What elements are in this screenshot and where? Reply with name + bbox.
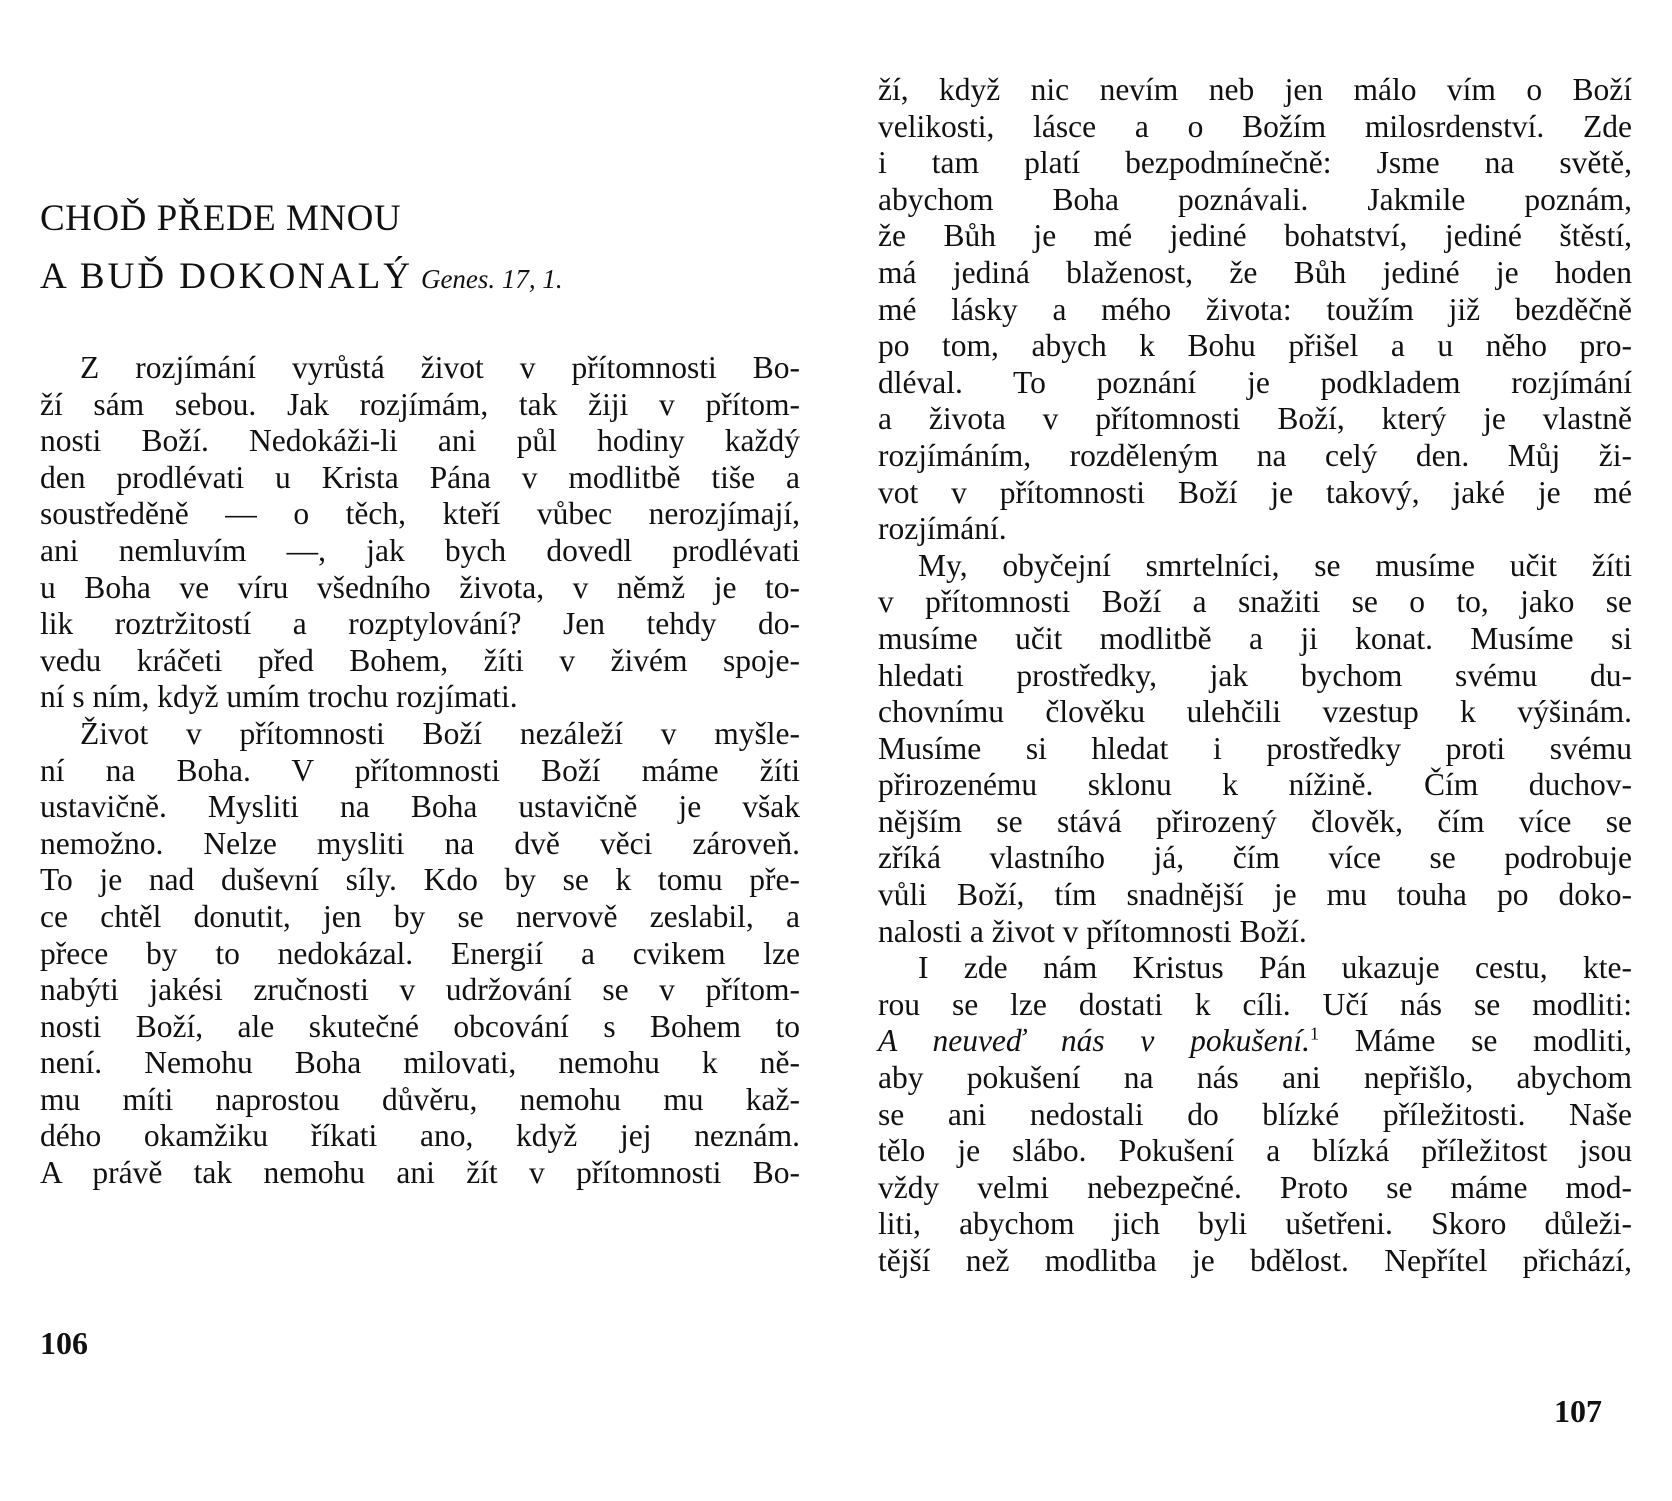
text-line: liti, abychom jich byli ušetřeni. Skoro důleži- bbox=[878, 1206, 1632, 1242]
left-body-text bbox=[40, 350, 800, 1192]
text-line: Z rozjímání vyrůstá život v přítomnosti Bo- bbox=[80, 350, 800, 385]
chapter-title-line-1: CHOĎ PŘEDE MNOU bbox=[40, 198, 402, 239]
text-line: přece by to nedokázal. Energií a cvikem lze bbox=[40, 935, 800, 971]
text-line: rozjímání. bbox=[878, 511, 1007, 547]
text-line: nějším se stává přirozený člověk, čím více se bbox=[878, 803, 1632, 839]
text-line: že Bůh je mé jediné bohatství, jediné štěstí, bbox=[878, 218, 1632, 254]
text-line: dého okamžiku říkati ano, když jej neznám. bbox=[40, 1118, 800, 1154]
text-line: a života v přítomnosti Boží, který je vlastně bbox=[878, 401, 1632, 437]
text-line: den prodlévati u Krista Pána v modlitbě tiše a bbox=[40, 459, 800, 495]
text-line: má jediná blaženost, že Bůh jediné je hoden bbox=[878, 254, 1632, 290]
text-line: ce chtěl donutit, jen by se nervově zeslabil, a bbox=[40, 898, 800, 934]
text-line: ní na Boha. V přítomnosti Boží máme žíti bbox=[40, 752, 800, 788]
text-line: ží, když nic nevím neb jen málo vím o Boží bbox=[878, 72, 1632, 107]
text-line: dléval. To poznání je podkladem rozjímání bbox=[878, 364, 1632, 400]
text-line: nalosti a život v přítomnosti Boží. bbox=[878, 913, 1307, 949]
text-line: není. Nemohu Boha milovati, nemohu k ně- bbox=[40, 1045, 800, 1081]
quote-line bbox=[878, 1023, 1632, 1060]
text-line: chovnímu člověku ulehčili vzestup k výšinám. bbox=[878, 694, 1632, 730]
chapter-title-line-2-text: A BUĎ DOKONALÝ bbox=[40, 256, 413, 297]
chapter-title-line-2 bbox=[40, 248, 800, 308]
footnote-marker[interactable]: 1 bbox=[1310, 1023, 1320, 1044]
text-line: nosti Boží, ale skutečné obcování s Bohem to bbox=[40, 1008, 800, 1044]
text-line: i tam platí bezpodmínečně: Jsme na světě, bbox=[878, 145, 1632, 181]
text-line: nemožno. Nelze mysliti na dvě věci zároveň. bbox=[40, 825, 800, 861]
text-line: v přítomnosti Boží a snažiti se o to, jako se bbox=[878, 584, 1632, 620]
right-page bbox=[836, 0, 1672, 1501]
text-line: po tom, abych k Bohu přišel a u něho pro- bbox=[878, 328, 1632, 364]
text-line: hledati prostředky, jak bychom svému du- bbox=[878, 657, 1632, 693]
text-line: se ani nedostali do blízké příležitosti. Naše bbox=[878, 1096, 1632, 1132]
text-line: přirozenému sklonu k nížině. Čím duchov- bbox=[878, 767, 1632, 803]
text-line: musíme učit modlitbě a ji konat. Musíme si bbox=[878, 620, 1632, 656]
text-line: tělo je slábo. Pokušení a blízká příležitost jsou bbox=[878, 1133, 1632, 1169]
text-line: ní s ním, když umím trochu rozjímati. bbox=[40, 679, 518, 715]
text-line: Musíme si hledat i prostředky proti svému bbox=[878, 730, 1632, 766]
text-line: rou se lze dostati k cíli. Učí nás se modliti: bbox=[878, 986, 1632, 1022]
page-number-left: 106 bbox=[40, 1325, 88, 1361]
text-line: lik roztržitostí a rozptylování? Jen tehdy do- bbox=[40, 606, 800, 642]
text-line-continuation: Máme se modliti, bbox=[1354, 1023, 1633, 1059]
text-line: abychom Boha poznávali. Jakmile poznám, bbox=[878, 181, 1632, 217]
italic-quote: A neuveď nás v pokušení. bbox=[878, 1023, 1311, 1059]
bible-reference: Genes. 17, 1. bbox=[420, 264, 563, 294]
text-line: mé lásky a mého života: toužím již bezděčně bbox=[878, 291, 1632, 327]
text-line: ani nemluvím —, jak bych dovedl prodlévati bbox=[40, 532, 800, 568]
text-line: vot v přítomnosti Boží je takový, jaké je mé bbox=[878, 474, 1632, 510]
text-line: ustavičně. Mysliti na Boha ustavičně je však bbox=[40, 789, 800, 825]
text-line: I zde nám Kristus Pán ukazuje cestu, kte- bbox=[918, 950, 1632, 986]
text-line: vůli Boží, tím snadnější je mu touha po doko- bbox=[878, 877, 1632, 913]
chapter-title bbox=[40, 190, 800, 308]
text-line: mu míti naprostou důvěru, nemohu mu kaž- bbox=[40, 1081, 800, 1117]
page-number-right: 107 bbox=[1554, 1393, 1602, 1429]
right-body-text bbox=[878, 72, 1632, 1280]
text-line: tější než modlitba je bdělost. Nepřítel přichází, bbox=[878, 1243, 1632, 1278]
text-line: aby pokušení na nás ani nepřišlo, abychom bbox=[878, 1060, 1632, 1096]
text-line: vždy velmi nebezpečné. Proto se máme mod- bbox=[878, 1169, 1632, 1205]
text-line: ží sám sebou. Jak rozjímám, tak žiji v přítom- bbox=[40, 386, 800, 422]
text-line: nosti Boží. Nedokáži-li ani půl hodiny každý bbox=[40, 423, 800, 459]
text-line: zříká vlastního já, čím více se podrobuje bbox=[878, 840, 1632, 876]
text-line: velikosti, lásce a o Božím milosrdenství. Zde bbox=[878, 108, 1632, 144]
text-line: soustředěně — o těch, kteří vůbec nerozjímají, bbox=[40, 496, 800, 532]
text-line: vedu kráčeti před Bohem, žíti v živém spoje- bbox=[40, 642, 800, 678]
text-line: My, obyčejní smrtelníci, se musíme učit žíti bbox=[918, 547, 1632, 583]
text-line: A právě tak nemohu ani žít v přítomnosti Bo- bbox=[40, 1155, 800, 1191]
text-line: Život v přítomnosti Boží nezáleží v myšle- bbox=[80, 715, 800, 751]
text-line: u Boha ve víru všedního života, v němž je to- bbox=[40, 569, 800, 605]
text-line: rozjímáním, rozděleným na celý den. Můj ži- bbox=[878, 437, 1632, 473]
text-line: nabýti jakési zručnosti v udržování se v přítom- bbox=[40, 972, 800, 1008]
text-line: To je nad duševní síly. Kdo by se k tomu pře- bbox=[40, 862, 800, 898]
